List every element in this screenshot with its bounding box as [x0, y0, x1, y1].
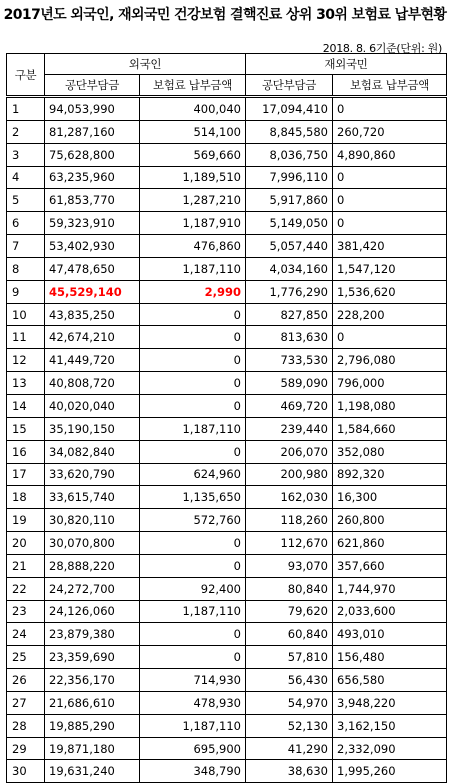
rank-cell: 28 — [7, 714, 45, 737]
table-row — [7, 326, 447, 349]
foreigner-premium-cell: 2,990 — [140, 280, 246, 303]
table-row — [7, 349, 447, 372]
overseas-premium-cell: 2,332,090 — [333, 737, 447, 760]
foreigner-premium-cell: 478,930 — [140, 691, 246, 714]
overseas-cost-cell: 41,290 — [246, 737, 333, 760]
rank-cell: 25 — [7, 646, 45, 669]
foreigner-premium-cell: 1,187,910 — [140, 212, 246, 235]
foreigner-cost-cell: 19,885,290 — [45, 714, 140, 737]
rank-cell: 17 — [7, 463, 45, 486]
table-row — [7, 714, 447, 737]
overseas-cost-cell: 469,720 — [246, 394, 333, 417]
foreigner-cost-cell: 33,620,790 — [45, 463, 140, 486]
overseas-cost-cell: 5,917,860 — [246, 189, 333, 212]
table-row — [7, 235, 447, 258]
rank-cell: 1 — [7, 97, 45, 121]
table-row — [7, 623, 447, 646]
foreigner-cost-cell: 35,190,150 — [45, 417, 140, 440]
overseas-premium-cell: 381,420 — [333, 235, 447, 258]
foreigner-premium-cell: 400,040 — [140, 97, 246, 121]
foreigner-premium-cell: 1,187,110 — [140, 257, 246, 280]
foreigner-cost-cell: 22,356,170 — [45, 669, 140, 692]
table-row — [7, 280, 447, 303]
overseas-premium-cell: 1,536,620 — [333, 280, 447, 303]
foreigner-premium-cell: 348,790 — [140, 760, 246, 783]
rank-cell: 7 — [7, 235, 45, 258]
overseas-cost-cell: 5,057,440 — [246, 235, 333, 258]
foreigner-cost-cell: 23,359,690 — [45, 646, 140, 669]
overseas-cost-cell: 589,090 — [246, 372, 333, 395]
foreigner-premium-cell: 0 — [140, 646, 246, 669]
rank-cell: 18 — [7, 486, 45, 509]
overseas-cost-cell: 93,070 — [246, 554, 333, 577]
overseas-cost-cell: 80,840 — [246, 577, 333, 600]
rank-cell: 2 — [7, 120, 45, 143]
table-row — [7, 691, 447, 714]
overseas-premium-cell: 656,580 — [333, 669, 447, 692]
foreigner-cost-cell: 23,879,380 — [45, 623, 140, 646]
overseas-premium-cell: 4,890,860 — [333, 143, 447, 166]
rank-cell: 8 — [7, 257, 45, 280]
table-row — [7, 486, 447, 509]
foreigner-premium-cell: 92,400 — [140, 577, 246, 600]
header-overseas: 재외국민 — [246, 54, 447, 75]
overseas-cost-cell: 1,776,290 — [246, 280, 333, 303]
table-row — [7, 440, 447, 463]
foreigner-premium-cell: 0 — [140, 326, 246, 349]
foreigner-premium-cell: 1,189,510 — [140, 166, 246, 189]
foreigner-cost-cell: 61,853,770 — [45, 189, 140, 212]
foreigner-cost-cell: 47,478,650 — [45, 257, 140, 280]
foreigner-premium-cell: 0 — [140, 440, 246, 463]
foreigner-premium-cell: 0 — [140, 394, 246, 417]
overseas-premium-cell: 0 — [333, 97, 447, 121]
foreigner-cost-cell: 28,888,220 — [45, 554, 140, 577]
table-row — [7, 257, 447, 280]
overseas-premium-cell: 352,080 — [333, 440, 447, 463]
overseas-cost-cell: 5,149,050 — [246, 212, 333, 235]
table-row — [7, 417, 447, 440]
table-row — [7, 143, 447, 166]
overseas-premium-cell: 1,198,080 — [333, 394, 447, 417]
overseas-premium-cell: 1,547,120 — [333, 257, 447, 280]
overseas-premium-cell: 2,033,600 — [333, 600, 447, 623]
foreigner-cost-cell: 34,082,840 — [45, 440, 140, 463]
rank-cell: 26 — [7, 669, 45, 692]
header-foreigner-premium: 보험료 납부금액 — [140, 75, 246, 97]
overseas-cost-cell: 52,130 — [246, 714, 333, 737]
table-row — [7, 737, 447, 760]
foreigner-premium-cell: 714,930 — [140, 669, 246, 692]
header-overseas-cost: 공단부담금 — [246, 75, 333, 97]
foreigner-premium-cell: 695,900 — [140, 737, 246, 760]
foreigner-cost-cell: 63,235,960 — [45, 166, 140, 189]
foreigner-cost-cell: 45,529,140 — [45, 280, 140, 303]
overseas-cost-cell: 813,630 — [246, 326, 333, 349]
foreigner-cost-cell: 40,020,040 — [45, 394, 140, 417]
overseas-cost-cell: 38,630 — [246, 760, 333, 783]
foreigner-premium-cell: 514,100 — [140, 120, 246, 143]
rank-cell: 15 — [7, 417, 45, 440]
foreigner-premium-cell: 0 — [140, 532, 246, 555]
rank-cell: 27 — [7, 691, 45, 714]
overseas-cost-cell: 239,440 — [246, 417, 333, 440]
foreigner-cost-cell: 75,628,800 — [45, 143, 140, 166]
rank-cell: 16 — [7, 440, 45, 463]
overseas-premium-cell: 16,300 — [333, 486, 447, 509]
foreigner-premium-cell: 569,660 — [140, 143, 246, 166]
foreigner-premium-cell: 0 — [140, 623, 246, 646]
table-row — [7, 120, 447, 143]
table-row — [7, 303, 447, 326]
overseas-premium-cell: 0 — [333, 326, 447, 349]
overseas-cost-cell: 112,670 — [246, 532, 333, 555]
overseas-premium-cell: 621,860 — [333, 532, 447, 555]
table-row — [7, 577, 447, 600]
foreigner-cost-cell: 21,686,610 — [45, 691, 140, 714]
header-overseas-premium: 보험료 납부금액 — [333, 75, 447, 97]
overseas-cost-cell: 57,810 — [246, 646, 333, 669]
foreigner-cost-cell: 43,835,250 — [45, 303, 140, 326]
overseas-premium-cell: 3,948,220 — [333, 691, 447, 714]
overseas-premium-cell: 0 — [333, 166, 447, 189]
overseas-premium-cell: 357,660 — [333, 554, 447, 577]
premium-table — [6, 53, 447, 783]
overseas-cost-cell: 56,430 — [246, 669, 333, 692]
overseas-premium-cell: 228,200 — [333, 303, 447, 326]
foreigner-premium-cell: 1,187,110 — [140, 714, 246, 737]
overseas-premium-cell: 0 — [333, 212, 447, 235]
foreigner-premium-cell: 1,135,650 — [140, 486, 246, 509]
overseas-premium-cell: 3,162,150 — [333, 714, 447, 737]
header-rank: 구분 — [7, 54, 45, 97]
overseas-premium-cell: 1,744,970 — [333, 577, 447, 600]
overseas-cost-cell: 206,070 — [246, 440, 333, 463]
foreigner-cost-cell: 59,323,910 — [45, 212, 140, 235]
rank-cell: 11 — [7, 326, 45, 349]
header-foreigner-cost: 공단부담금 — [45, 75, 140, 97]
rank-cell: 22 — [7, 577, 45, 600]
foreigner-cost-cell: 24,126,060 — [45, 600, 140, 623]
rank-cell: 24 — [7, 623, 45, 646]
foreigner-premium-cell: 476,860 — [140, 235, 246, 258]
overseas-cost-cell: 60,840 — [246, 623, 333, 646]
table-row — [7, 646, 447, 669]
rank-cell: 3 — [7, 143, 45, 166]
table-row — [7, 166, 447, 189]
overseas-premium-cell: 1,995,260 — [333, 760, 447, 783]
overseas-cost-cell: 733,530 — [246, 349, 333, 372]
rank-cell: 4 — [7, 166, 45, 189]
rank-cell: 30 — [7, 760, 45, 783]
overseas-premium-cell: 2,796,080 — [333, 349, 447, 372]
foreigner-cost-cell: 30,070,800 — [45, 532, 140, 555]
table-row — [7, 372, 447, 395]
table-body — [7, 97, 447, 783]
unit-note: 2018. 8. 6기준(단위: 원) — [322, 42, 442, 55]
overseas-premium-cell: 0 — [333, 189, 447, 212]
foreigner-cost-cell: 94,053,990 — [45, 97, 140, 121]
rank-cell: 12 — [7, 349, 45, 372]
rank-cell: 23 — [7, 600, 45, 623]
rank-cell: 5 — [7, 189, 45, 212]
overseas-premium-cell: 493,010 — [333, 623, 447, 646]
overseas-premium-cell: 156,480 — [333, 646, 447, 669]
table-row — [7, 97, 447, 121]
overseas-cost-cell: 827,850 — [246, 303, 333, 326]
rank-cell: 20 — [7, 532, 45, 555]
overseas-cost-cell: 79,620 — [246, 600, 333, 623]
foreigner-cost-cell: 33,615,740 — [45, 486, 140, 509]
foreigner-cost-cell: 41,449,720 — [45, 349, 140, 372]
page-title: 2017년도 외국인, 재외국민 건강보험 결핵진료 상위 30위 보험료 납부현황 — [3, 7, 447, 23]
foreigner-cost-cell: 53,402,930 — [45, 235, 140, 258]
foreigner-cost-cell: 19,871,180 — [45, 737, 140, 760]
foreigner-cost-cell: 42,674,210 — [45, 326, 140, 349]
header-foreigner: 외국인 — [45, 54, 246, 75]
table-row — [7, 532, 447, 555]
table-row — [7, 463, 447, 486]
overseas-premium-cell: 1,584,660 — [333, 417, 447, 440]
overseas-cost-cell: 54,970 — [246, 691, 333, 714]
foreigner-premium-cell: 1,187,110 — [140, 417, 246, 440]
table-row — [7, 212, 447, 235]
overseas-premium-cell: 260,800 — [333, 509, 447, 532]
foreigner-premium-cell: 0 — [140, 372, 246, 395]
foreigner-premium-cell: 572,760 — [140, 509, 246, 532]
overseas-cost-cell: 17,094,410 — [246, 97, 333, 121]
overseas-cost-cell: 8,845,580 — [246, 120, 333, 143]
foreigner-premium-cell: 1,287,210 — [140, 189, 246, 212]
table-row — [7, 394, 447, 417]
rank-cell: 19 — [7, 509, 45, 532]
foreigner-cost-cell: 30,820,110 — [45, 509, 140, 532]
table-row — [7, 554, 447, 577]
rank-cell: 29 — [7, 737, 45, 760]
rank-cell: 9 — [7, 280, 45, 303]
overseas-cost-cell: 4,034,160 — [246, 257, 333, 280]
foreigner-cost-cell: 81,287,160 — [45, 120, 140, 143]
overseas-cost-cell: 8,036,750 — [246, 143, 333, 166]
foreigner-premium-cell: 624,960 — [140, 463, 246, 486]
rank-cell: 14 — [7, 394, 45, 417]
overseas-premium-cell: 260,720 — [333, 120, 447, 143]
rank-cell: 13 — [7, 372, 45, 395]
table-row — [7, 189, 447, 212]
overseas-cost-cell: 162,030 — [246, 486, 333, 509]
foreigner-cost-cell: 40,808,720 — [45, 372, 140, 395]
table-row — [7, 669, 447, 692]
rank-cell: 21 — [7, 554, 45, 577]
overseas-cost-cell: 200,980 — [246, 463, 333, 486]
overseas-premium-cell: 892,320 — [333, 463, 447, 486]
table-row — [7, 600, 447, 623]
foreigner-premium-cell: 0 — [140, 303, 246, 326]
foreigner-premium-cell: 0 — [140, 349, 246, 372]
rank-cell: 10 — [7, 303, 45, 326]
foreigner-premium-cell: 0 — [140, 554, 246, 577]
rank-cell: 6 — [7, 212, 45, 235]
overseas-premium-cell: 796,000 — [333, 372, 447, 395]
table-row — [7, 760, 447, 783]
overseas-cost-cell: 118,260 — [246, 509, 333, 532]
foreigner-premium-cell: 1,187,110 — [140, 600, 246, 623]
foreigner-cost-cell: 24,272,700 — [45, 577, 140, 600]
foreigner-cost-cell: 19,631,240 — [45, 760, 140, 783]
table-row — [7, 509, 447, 532]
overseas-cost-cell: 7,996,110 — [246, 166, 333, 189]
